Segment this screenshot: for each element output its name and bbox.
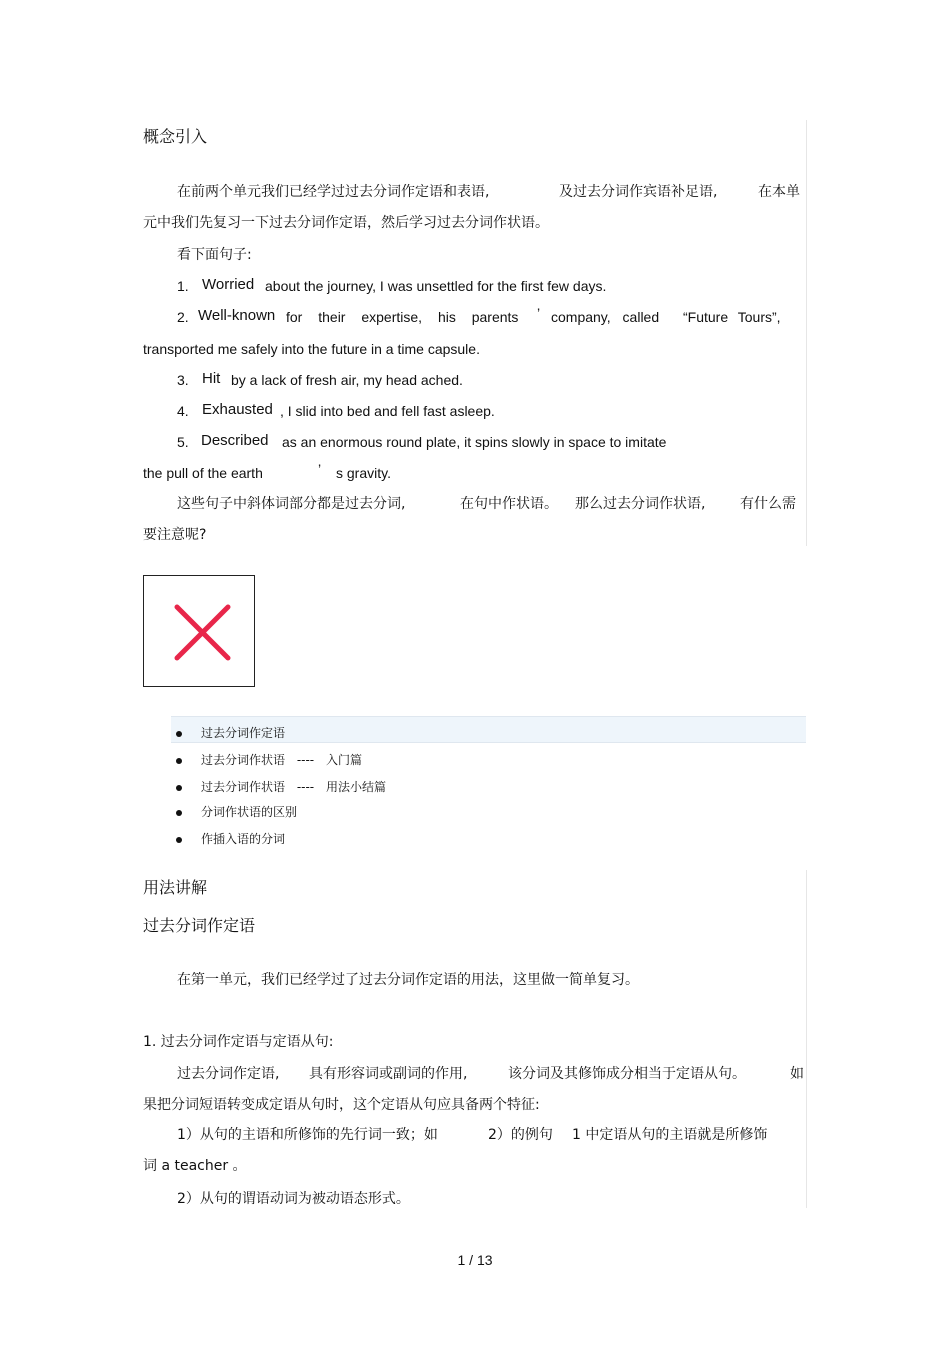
usage-p2-line1c: 该分词及其修饰成分相当于定语从句。 [508, 1066, 746, 1082]
usage-feature1-line1a: 1）从句的主语和所修饰的先行词一致；如 [177, 1127, 438, 1143]
usage-p1: 在第一单元，我们已经学过了过去分词作定语的用法，这里做一简单复习。 [177, 972, 639, 988]
nav-bullet [176, 731, 182, 737]
nav-item-adverbial-intro[interactable]: 过去分词作状语 ---- 入门篇 [201, 753, 362, 767]
usage-p2-line1d: 如 [790, 1066, 804, 1082]
nav-bullet [176, 837, 182, 843]
nav-item-participle-attribute[interactable]: 过去分词作定语 [201, 726, 286, 740]
nav-bullet [176, 810, 182, 816]
usage-feature1-line2: 词 a teacher 。 [143, 1158, 247, 1174]
sentence-3-participle: Hit [202, 370, 221, 387]
sentence-2-participle: Well-known [198, 307, 276, 324]
sentence-5-number: 5. [177, 434, 189, 450]
usage-feature1-line1b: 2）的例句 [488, 1127, 553, 1143]
red-x-icon [144, 576, 253, 685]
sentence-2-number: 2. [177, 309, 189, 325]
intro-p1-line1b: 及过去分词作宾语补足语, [559, 184, 718, 200]
sentence-4-number: 4. [177, 403, 189, 419]
sentence-1-rest: about the journey, I was unsettled for the first few days. [265, 278, 607, 294]
sentence-3-rest: by a lack of fresh air, my head ached. [231, 372, 463, 388]
sentence-2-line2: transported me safely into the future in a time capsule. [143, 341, 480, 357]
sentence-5-line2b: s gravity. [336, 465, 391, 481]
nav-item-adverbial-difference[interactable]: 分词作状语的区别 [201, 805, 298, 819]
nav-item-parenthetical[interactable]: 作插入语的分词 [201, 832, 286, 846]
intro-look: 看下面句子: [177, 247, 252, 263]
sentence-4-rest: , I slid into bed and fell fast asleep. [280, 403, 495, 419]
right-rule-bottom [806, 870, 807, 1208]
nav-bullet [176, 758, 182, 764]
intro-p2-line1c: 那么过去分词作状语, [575, 496, 706, 512]
sentence-5-participle: Described [201, 432, 269, 449]
usage-feature2: 2）从句的谓语动词为被动语态形式。 [177, 1191, 410, 1207]
usage-p2-line2: 果把分词短语转变成定语从句时，这个定语从句应具备两个特征: [143, 1097, 540, 1113]
intro-p2-line1b: 在句中作状语。 [460, 496, 558, 512]
usage-point1: 1. 过去分词作定语与定语从句: [143, 1034, 334, 1050]
sentence-5-line2a: the pull of the earth [143, 465, 263, 481]
intro-p2-line1a: 这些句子中斜体词部分都是过去分词, [177, 496, 406, 512]
intro-p1-line1c: 在本单 [758, 184, 800, 200]
intro-p1-line1a: 在前两个单元我们已经学过过去分词作定语和表语, [177, 184, 490, 200]
sentence-2-rest: for their expertise, his parents [286, 309, 519, 325]
sentence-2-rest2: company, called [551, 309, 660, 325]
usage-p2-line1b: 具有形容词或副词的作用, [309, 1066, 468, 1082]
intro-heading: 概念引入 [143, 127, 208, 146]
usage-p2-line1a: 过去分词作定语, [177, 1066, 280, 1082]
intro-p1-line2: 元中我们先复习一下过去分词作定语，然后学习过去分词作状语。 [143, 215, 549, 231]
sentence-1-number: 1. [177, 278, 189, 294]
usage-subheading: 过去分词作定语 [143, 916, 256, 935]
sentence-3-number: 3. [177, 372, 189, 388]
nav-item-adverbial-summary[interactable]: 过去分词作状语 ---- 用法小结篇 [201, 780, 386, 794]
sentence-4-participle: Exhausted [202, 401, 273, 418]
sentence-2-apostrophe: ’ [537, 305, 541, 321]
intro-p2-line1d: 有什么需 [740, 496, 796, 512]
sentence-5-rest: as an enormous round plate, it spins slowly in space to imitate [282, 434, 667, 450]
intro-p2-line2: 要注意呢? [143, 527, 207, 543]
page-number: 1 / 13 [457, 1252, 493, 1268]
nav-bullet [176, 785, 182, 791]
usage-feature1-line1c: 1 中定语从句的主语就是所修饰 [572, 1127, 768, 1143]
broken-image-placeholder [143, 575, 255, 687]
sentence-2-quote: “Future Tours”, [683, 309, 781, 325]
usage-heading: 用法讲解 [143, 878, 208, 897]
right-rule-top [806, 120, 807, 546]
sentence-5-apostrophe: ’ [318, 461, 322, 477]
sentence-1-participle: Worried [202, 276, 255, 293]
